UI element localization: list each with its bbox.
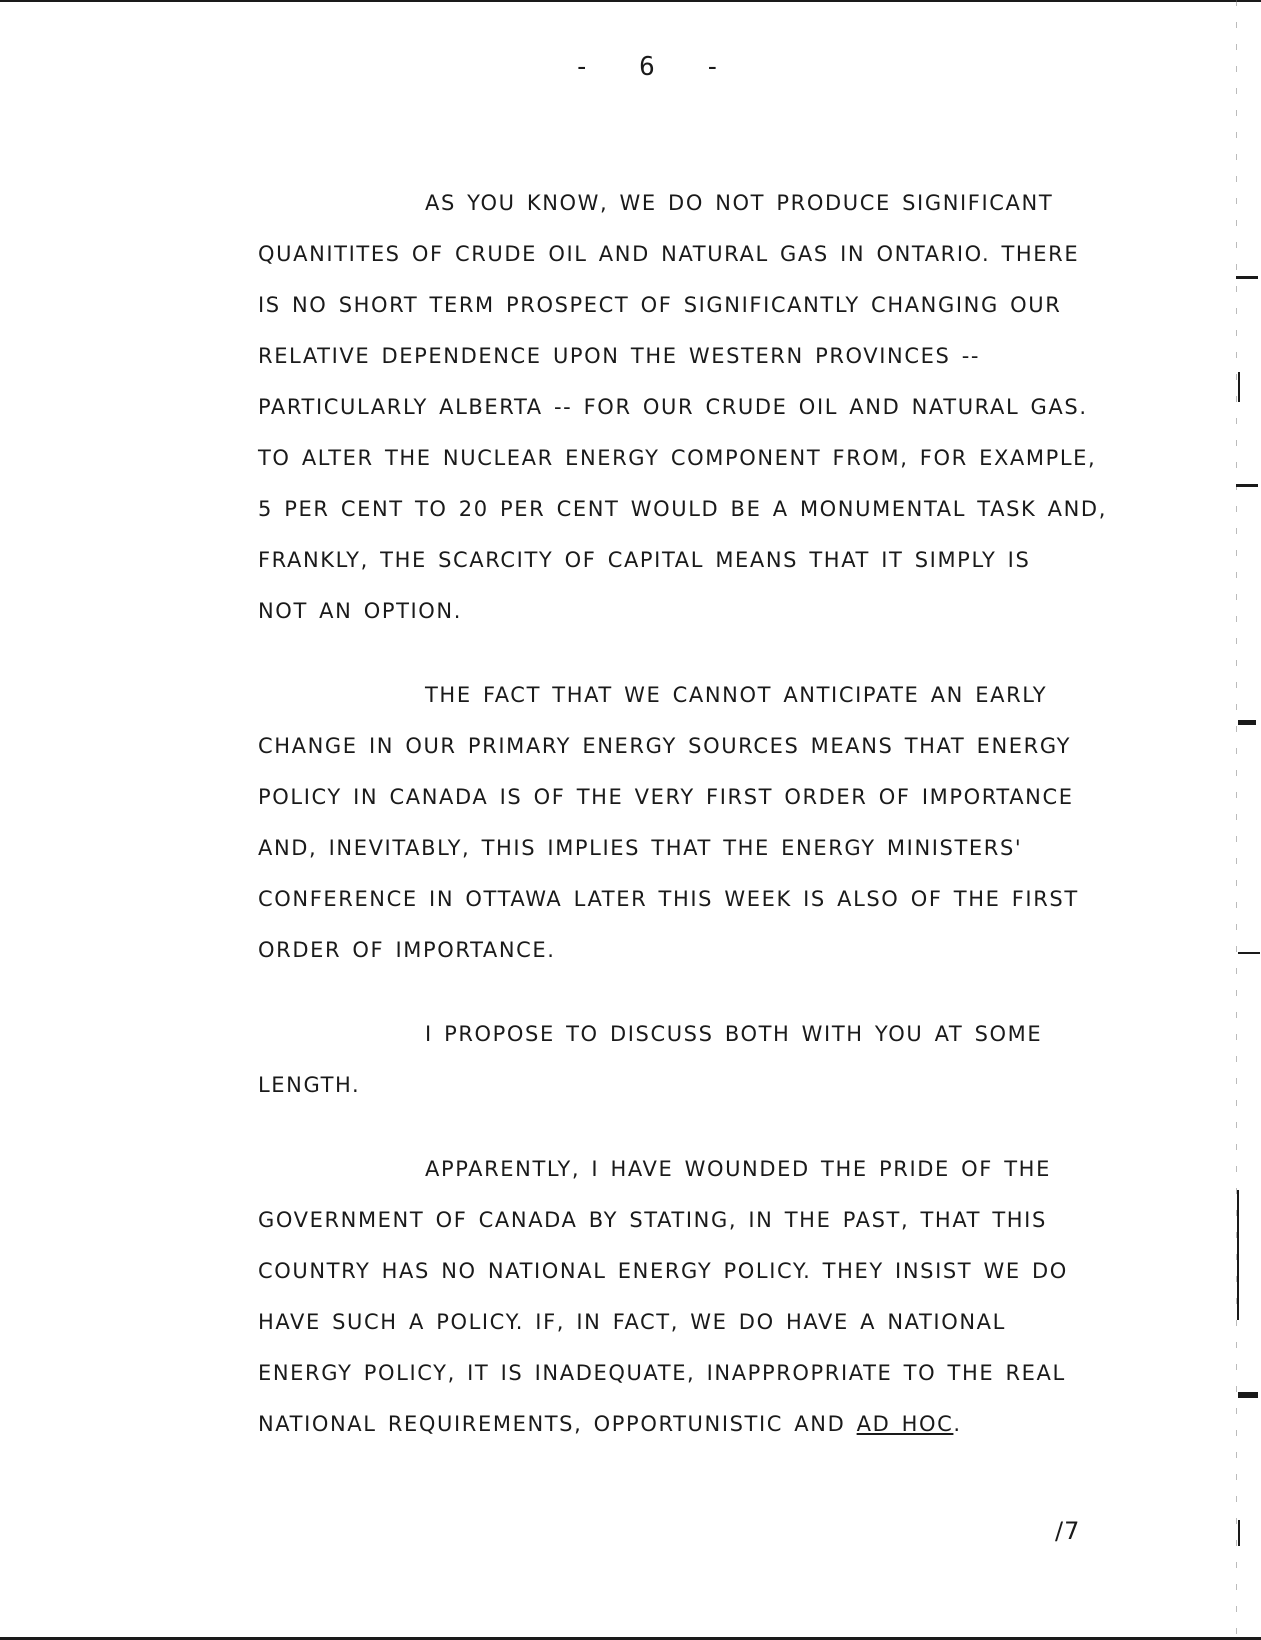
- scan-edge-right: [1236, 0, 1237, 1640]
- scan-mark: [1238, 952, 1260, 954]
- page-number: - 6 -: [573, 52, 727, 82]
- scan-mark: [1238, 372, 1240, 402]
- paragraph-text: APPARENTLY, I HAVE WOUNDED THE PRIDE OF THE GOVERNMENT OF CANADA BY STATING, IN THE PAST, THAT THIS COUNTRY HAS NO NATIONAL ENERGY POLICY. THEY INSIST WE DO HAVE SUCH A POLICY. IF, IN FACT, WE DO HAVE A NATIONAL ENERGY POLICY, IT IS INADEQUATE, INAPPROPRIATE TO THE REAL NATIONAL REQUIREMENTS, OPPORTUNISTIC AND: [258, 1157, 1068, 1436]
- scan-edge-top-right: [680, 0, 1261, 2]
- underlined-term: AD HOC: [856, 1412, 954, 1436]
- scan-mark: [1237, 1190, 1239, 1320]
- scan-mark: [1236, 484, 1258, 487]
- paragraph: THE FACT THAT WE CANNOT ANTICIPATE AN EARLY CHANGE IN OUR PRIMARY ENERGY SOURCES MEANS THAT ENERGY POLICY IN CANADA IS OF THE VERY FIRST ORDER OF IMPORTANCE AND, INEVITABLY, THIS IMPLIES THAT THE ENERGY MINISTERS' CONFERENCE IN OTTAWA LATER THIS WEEK IS ALSO OF THE FIRST ORDER OF IMPORTANCE.: [258, 683, 1079, 962]
- paragraph: AS YOU KNOW, WE DO NOT PRODUCE SIGNIFICANT QUANITITES OF CRUDE OIL AND NATURAL GAS IN ONTARIO. THERE IS NO SHORT TERM PROSPECT OF SIGNIFICANTLY CHANGING OUR RELATIVE DEPENDENCE UPON THE WESTERN PROVINCES -- PARTICULARLY ALBERTA -- FOR OUR CRUDE OIL AND NATURAL GAS. TO ALTER THE NUCLEAR ENERGY COMPONENT FROM, FOR EXAMPLE, 5 PER CENT TO 20 PER CENT WOULD BE A MONUMENTAL TASK AND, FRANKLY, THE SCARCITY OF CAPITAL MEANS THAT IT SIMPLY IS NOT AN OPTION.: [258, 191, 1107, 623]
- scan-mark: [1238, 1520, 1240, 1546]
- scan-mark: [1238, 1392, 1258, 1398]
- scan-mark: [1238, 720, 1256, 725]
- scan-mark: [1236, 276, 1258, 279]
- document-body: [258, 178, 1158, 1450]
- paragraph-final: [258, 1144, 1158, 1450]
- paragraph: I PROPOSE TO DISCUSS BOTH WITH YOU AT SOME LENGTH.: [258, 1022, 1043, 1097]
- paragraph-ending: .: [953, 1412, 962, 1436]
- continuation-marker: /7: [1055, 1517, 1081, 1545]
